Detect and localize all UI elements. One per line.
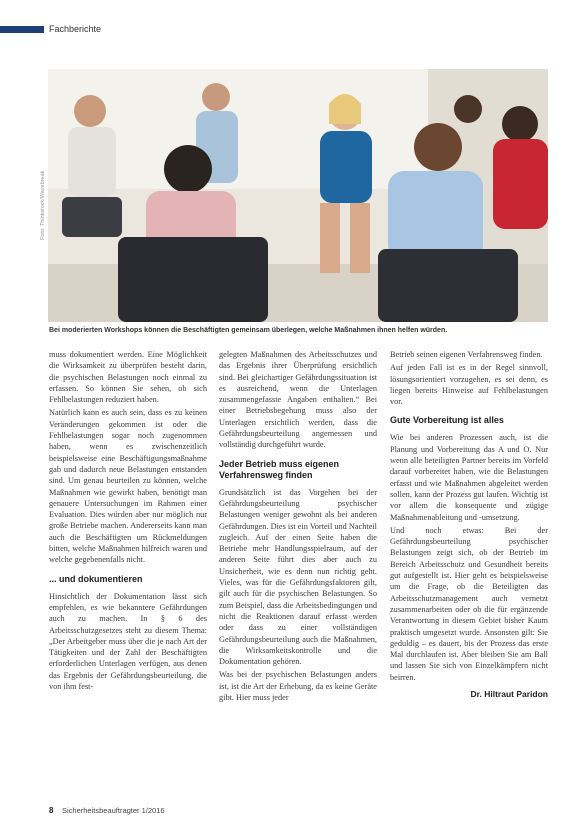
photo-credit: Foto: Thinkstock/Wavebreak: [40, 170, 46, 240]
text-column-3: [390, 349, 548, 700]
article-photo: [48, 69, 548, 322]
paragraph: Was bei der psychischen Belastungen anders ist, ist die Art der Erhebung, da es keine Geräte gibt. Hier muss jeder: [219, 670, 377, 703]
paragraph: Und noch etwas: Bei der Gefährdungsbeurteilung psychischer Belastungen zeigt sich, ob der Betrieb im Bereich Arbeitsschutz und Gesundheit bereits gut aufgestellt ist. Hier geht es beispielsweise um die Frage, ob die Beteiligten das Arbeitsschutzmanagement auch vernetzt zusammenarbeiten oder ob die für ergänzende Verantwortung in diesem Gebiet bisher Kaum praktisch umgesetzt wurde. Ansonsten gilt: Sie geduldig – es dauert, bis der Prozess das erste Mal durchlaufen ist. Aber bleiben Sie am Ball und lassen Sie sich von Einzelkämpfern nicht beirren.: [390, 525, 548, 682]
page-number: 8: [49, 806, 54, 815]
paragraph: Natürlich kann es auch sein, dass es zu keinen Veränderungen gekommen ist oder die Fehlbelastungen sogar noch zugenommen haben, wenn es zwischenzeitlich beispielsweise eine Beschäftigungsmaßnahme gab und dadurch neue Belastungen entstanden sind. Um genau beurteilen zu können, welche Maßnahmen wie gewirkt haben, benötigt man genauere Untersuchungen im Rahmen einer Evaluation. Dies würden aber nur möglich nur große Betriebe machen. Andererseits kann man auch die Beschäftigten um Rückmeldungen bitten, welche Maßnahmen hilfreich waren und welche gegebenenfalls nicht.: [49, 408, 207, 565]
text-column-1: [49, 349, 207, 694]
paragraph: gelegten Maßnahmen des Arbeitsschutzes und das Ergebnis ihrer Überprüfung ersichtlich sind. Bei gleichartiger Gefährdungssituation ist es ausreichend, wenn die Unterlagen zusammengefasste Angaben enthalten.“ Bei einer Betriebsbegehung muss also der Unterlagen ersichtlich werden, dass die Gefährdungsbeurteilung angemessen und vollständig durchgeführt wurde.: [219, 350, 377, 450]
subheading: Jeder Betrieb muss eigenen Verfahrensweg finden: [219, 458, 340, 480]
paragraph: Auf jeden Fall ist es in der Regel sinnvoll, lösungsorientiert vorzugehen, es sei denn, es liegen bereits Hinweise auf Fehlbelastungen vor.: [390, 363, 548, 407]
section-color-bar: [0, 26, 44, 33]
paragraph: Betrieb seinen eigenen Verfahrensweg finden.: [390, 350, 543, 359]
section-label: Fachberichte: [49, 24, 102, 34]
subheading: ... und dokumentieren: [49, 573, 143, 584]
paragraph: Grundsätzlich ist das Vorgehen bei der Gefährdungsbeurteilung psychischer Belastungen weniger gewohnt als bei anderen Gefährdungen. Dies ist ein Vorteil und Nachteil zugleich. Auf der einen Seite haben die Betriebe mehr Handlungsspielraum, auf der anderen Seite führt dies aber auch zu Unsicherheit, wie es denn nun richtig geht. Vieles, was für die Gefährdungsfaktoren gilt, gilt auch für die psychischen Belastungen. So zum Beispiel, dass die Arbeitsbedingungen und nicht die Reaktionen darauf erfasst werden oder dass zu einer vollständigen Gefährdungsbeurteilung auch die Maßnahmen, die Wirksamkeitskontrolle und die Dokumentation gehören.: [219, 487, 377, 667]
publication-title: Sicherheitsbeauftragter 1/2016: [62, 806, 165, 815]
paragraph: muss dokumentiert werden. Eine Möglichkeit die Wirksamkeit zu überprüfen besteht darin, die psychischen Belastungen noch einmal zu erfassen. So können Sie sehen, ob sich Fehlbelastungen reduziert haben.: [49, 350, 207, 405]
text-column-2: [219, 349, 377, 705]
photo-caption: Bei moderierten Workshops können die Beschäftigten gemeinsam überlegen, welche Maßnahmen ihnen helfen würden.: [49, 327, 448, 334]
author-name: Dr. Hiltraut Paridon: [470, 689, 548, 700]
paragraph: Hinsichtlich der Dokumentation lässt sich empfehlen, es wie bekanntere Gefährdungen auch zu machen. In § 6 des Arbeitsschutzgesetzes steht zu diesem Thema: „Der Arbeitgeber muss über die je nach Art der Tätigkeiten und der Zahl der Beschäftigten erforderlichen Unterlagen verfügen, aus denen das Ergebnis der Gefährdungsbeurteilung, die von ihm fest-: [49, 591, 207, 692]
subheading: Gute Vorbereitung ist alles: [390, 415, 504, 426]
paragraph: Wie bei anderen Prozessen auch, ist die Planung und Vorbereitung das A und O. Nur wenn alle beteiligten Partner bereits im Vorfeld darauf vorbereitet haben, wie die Belastungen erfasst und wie Maßnahmen abgeleitet werden sollen, kann der Prozess gut laufen. Wichtig ist vor allem die konsequente und zügige Maßnahmenableitung und -umsetzung.: [390, 433, 548, 522]
